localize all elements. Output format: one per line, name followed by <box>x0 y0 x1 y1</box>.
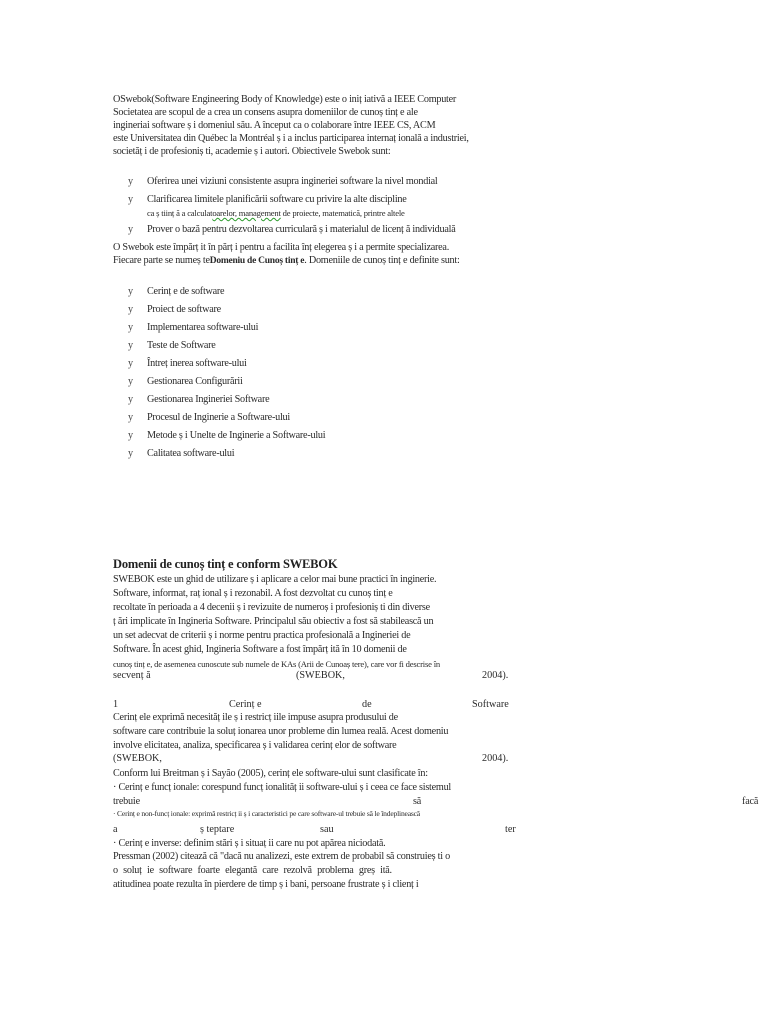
division-text-c: . Domeniile de cunoș tinț e definite sunt: <box>304 255 460 266</box>
subsection-line: Pressman (2002) citează că "dacă nu analizezi, este extrem de probabil să construieș ti o <box>113 851 450 862</box>
trebuie-a: trebuie <box>113 796 140 807</box>
expect-c: sau <box>320 824 334 835</box>
subsection-line-small: · Cerinț e non-funcț ionale: exprimă restricț ii ș i caracteristici pe care software-ul trebuie să le îndeplinească <box>113 809 420 818</box>
objective-continuation-a: ca ș tiinț ă a calculat <box>147 208 213 218</box>
bullet-marker: y <box>128 448 133 459</box>
section-seq-b: (SWEBOK, <box>296 670 345 681</box>
knowledge-area-text: Procesul de Inginerie a Software-ului <box>147 412 290 423</box>
subsection-title-a: Cerinț e <box>229 699 262 710</box>
subsection-line: involve elicitatea, analiza, specificarea ș i validarea cerinț elor de software <box>113 740 397 751</box>
intro-line: este Universitatea din Québec la Montréal ș i a inclus participarea internaț ională a industriei, <box>113 133 469 144</box>
subsection-line: atitudinea poate rezulta în pierdere de timp ș i bani, persoane frustrate ș i clienț i <box>113 879 419 890</box>
knowledge-area-text: Cerinț e de software <box>147 286 225 297</box>
subsection-title-c: Software <box>472 699 509 710</box>
intro-line: societăț i de profesioniș ti, academie ș i autori. Obiectivele Swebok sunt: <box>113 146 391 157</box>
objective-text: Oferirea unei viziuni consistente asupra ingineriei software la nivel mondial <box>147 176 438 187</box>
bullet-marker: y <box>128 412 133 423</box>
bullet-marker: y <box>128 358 133 369</box>
bullet-marker: y <box>128 286 133 297</box>
subsection-cite-b: 2004). <box>482 753 509 764</box>
division-line <box>113 255 485 267</box>
trebuie-c: facă <box>742 796 759 807</box>
bullet-marker: y <box>128 224 133 235</box>
intro-line: ingineriai software ș i domeniul său. A început ca o colaborare între IEEE CS, ACM <box>113 120 436 131</box>
objective-continuation-c: de proiecte, matematică, printre altele <box>280 208 405 218</box>
expect-b: ș teptare <box>200 824 235 835</box>
knowledge-area-text: Proiect de software <box>147 304 221 315</box>
subsection-line: o soluț ie software foarte elegantă care rezolvă problema greș ită. <box>113 865 392 876</box>
knowledge-area-text: Implementarea software-ului <box>147 322 259 333</box>
subsection-number: 1 <box>113 699 119 710</box>
bullet-marker: y <box>128 176 133 187</box>
objective-continuation <box>147 207 519 219</box>
bullet-marker: y <box>128 194 133 205</box>
bullet-marker: y <box>128 376 133 387</box>
knowledge-area-text: Teste de Software <box>147 340 216 351</box>
section-line: un set adecvat de criterii ș i norme pentru practica profesională a Ingineriei de <box>113 630 411 641</box>
objective-text: Prover o bază pentru dezvoltarea curriculară ș i materialul de licenț ă individuală <box>147 224 456 235</box>
subsection-cite-a: (SWEBOK, <box>113 753 162 764</box>
trebuie-b: să <box>413 796 422 807</box>
section-line: Software, informat, raț ional ș i rezonabil. A fost dezvoltat cu cunoș tinț e <box>113 588 393 599</box>
knowledge-area-text: Întreț inerea software-ului <box>147 358 247 369</box>
section-line: SWEBOK este un ghid de utilizare ș i aplicare a celor mai bune practici în inginerie. <box>113 574 437 585</box>
subsection-line: · Cerinț e funcț ionale: corespund funcț ionalităț ii software-ului ș i ceea ce face sistemul <box>113 782 451 793</box>
division-line: O Swebok este împărț it în părț i pentru a facilita înț elegerea ș i a permite specializarea. <box>113 242 449 253</box>
section-seq-c: 2004). <box>482 670 509 681</box>
bullet-marker: y <box>128 304 133 315</box>
section-line-small: cunoș tinț e, de asemenea cunoscute sub numele de KAs (Arii de Cunoaș tere), care vor fi descrise în <box>113 659 440 669</box>
division-term: Domeniu de Cunoș tinț e <box>209 256 305 266</box>
subsection-line: Conform lui Breitman ș i Sayão (2005), cerinț ele software-ului sunt clasificate în: <box>113 768 428 779</box>
section-line: ț ări implicate în Ingineria Software. Principalul său obiectiv a fost să stabilească un <box>113 616 434 627</box>
knowledge-area-text: Metode ș i Unelte de Inginerie a Software-ului <box>147 430 326 441</box>
expect-a: a <box>113 824 118 835</box>
bullet-marker: y <box>128 340 133 351</box>
objective-text: Clarificarea limitele planificării software cu privire la alte discipline <box>147 194 407 205</box>
bullet-marker: y <box>128 322 133 333</box>
section-seq-a: secvenț ă <box>113 670 151 681</box>
subsection-line: software care contribuie la soluț ionarea unor probleme din lumea reală. Acest domeniu <box>113 726 449 737</box>
section-heading: Domenii de cunoș tinț e conform SWEBOK <box>113 557 338 571</box>
knowledge-area-text: Calitatea software-ului <box>147 448 235 459</box>
objective-continuation-b: oarelor, management <box>212 208 281 218</box>
knowledge-area-text: Gestionarea Ingineriei Software <box>147 394 270 405</box>
knowledge-area-text: Gestionarea Configurării <box>147 376 243 387</box>
section-line: Software. În acest ghid, Ingineria Software a fost împărț ită în 10 domenii de <box>113 644 407 655</box>
expect-d: ter <box>505 824 516 835</box>
bullet-marker: y <box>128 430 133 441</box>
intro-line: Societatea are scopul de a crea un consens asupra domeniilor de cunoș tinț e ale <box>113 107 418 118</box>
bullet-marker: y <box>128 394 133 405</box>
subsection-line: Cerinț ele exprimă necesităț ile ș i restricț iile impuse asupra produsului de <box>113 712 398 723</box>
division-text-a: Fiecare parte se numeș te <box>113 255 210 266</box>
intro-line: OSwebok(Software Engineering Body of Knowledge) este o iniț iativă a IEEE Computer <box>113 94 457 105</box>
subsection-title-b: de <box>362 699 372 710</box>
subsection-line: · Cerinț e inverse: definim stări ș i situaț ii care nu pot apărea niciodată. <box>113 838 386 849</box>
section-line: recoltate în perioada a 4 decenii ș i revizuite de numeroș i profesioniș ti din diverse <box>113 602 430 613</box>
